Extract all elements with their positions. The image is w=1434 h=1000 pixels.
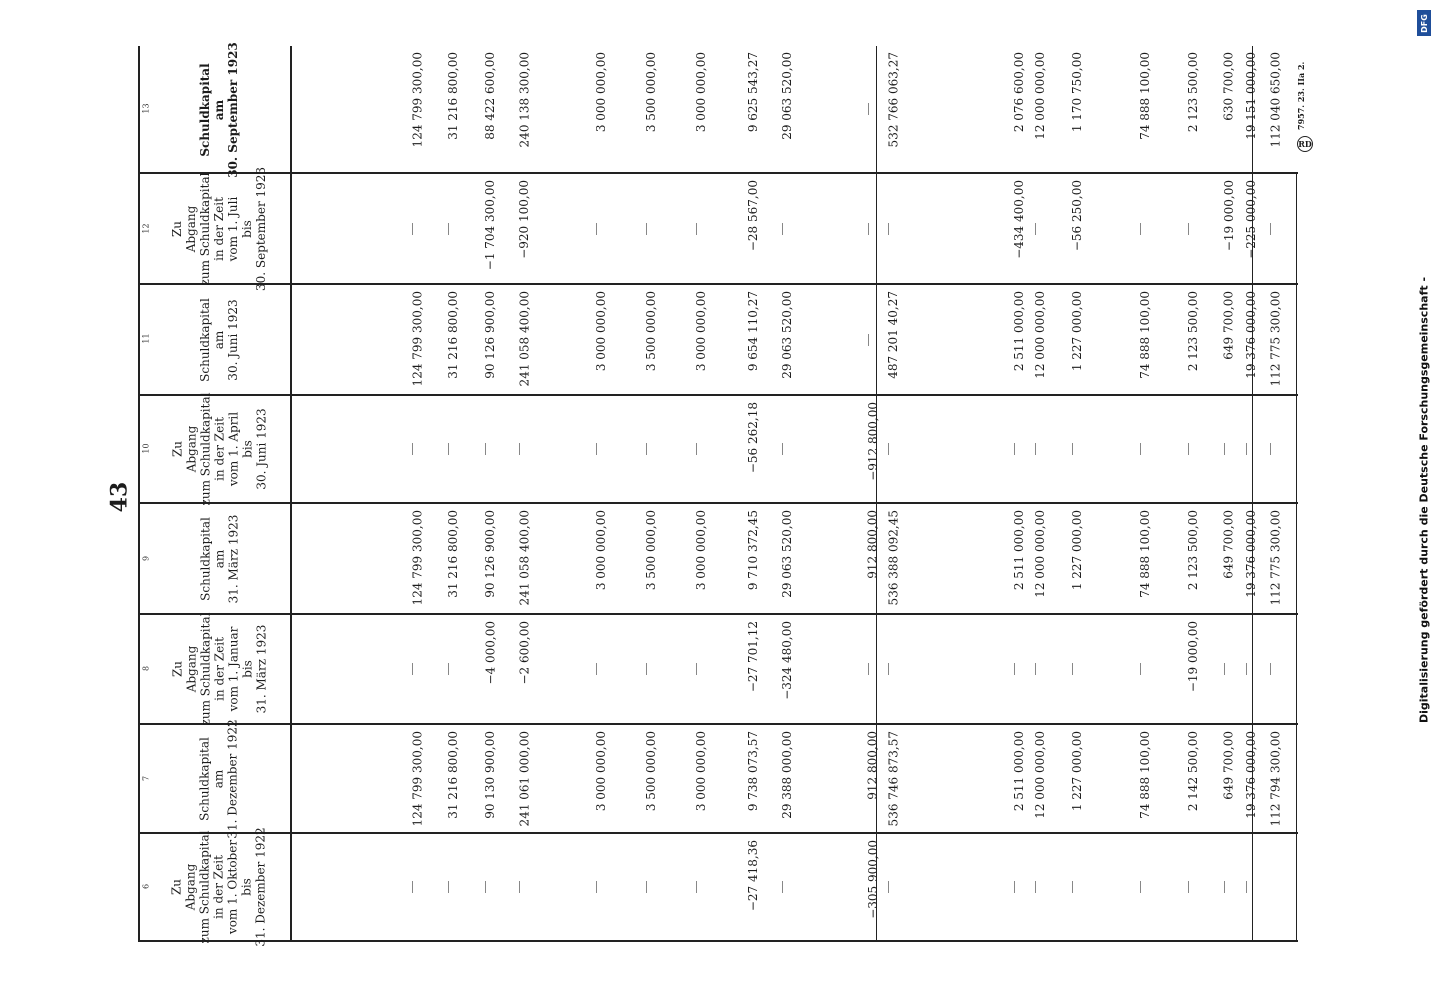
empty-cell-dash: [1140, 443, 1141, 455]
table-cell: [735, 402, 760, 496]
cell-value: 19 376 000,00: [1244, 510, 1258, 598]
empty-cell-dash: [1188, 443, 1189, 455]
cell-value: 3 000 000,00: [694, 510, 708, 591]
table-cell: [1059, 510, 1084, 607]
empty-cell-dash: [1224, 663, 1225, 675]
cell-value: −27 701,12: [746, 621, 760, 693]
cell-value: 241 058 400,00: [517, 510, 531, 606]
empty-cell-dash: [1246, 443, 1247, 455]
empty-cell-dash: [1072, 663, 1073, 675]
cell-value: 74 888 100,00: [1138, 510, 1152, 598]
cell-value: 536 388 092,45: [886, 510, 900, 606]
cell-value: 9 654 110,27: [746, 291, 760, 372]
cell-value: 31 216 800,00: [446, 291, 460, 379]
column-divider: [138, 832, 1298, 834]
cell-value: 536 746 873,57: [886, 731, 900, 827]
table-cell: [399, 731, 424, 827]
table-cell: [633, 52, 658, 166]
header-c10: Zu Abgang zum Schuldkapital in der Zeit vom 1. April bis 30. Juni 1923: [169, 392, 268, 506]
cell-value: 3 000 000,00: [694, 52, 708, 133]
table-cell: [1175, 731, 1200, 826]
table-cell: [1175, 291, 1200, 388]
empty-cell-dash: [1140, 663, 1141, 675]
table-cell: [1233, 180, 1258, 277]
cell-value: 1 227 000,00: [1070, 731, 1084, 812]
header-c13: Schuldkapital am 30. September 1923: [197, 42, 240, 178]
cell-value: −2 600,00: [517, 621, 531, 685]
table-cell: [472, 52, 497, 166]
empty-cell-dash: [696, 881, 697, 893]
table-cell: [769, 731, 794, 826]
cell-value: −56 250,00: [1070, 180, 1084, 252]
empty-cell-dash: [646, 223, 647, 235]
table-cell: [855, 840, 880, 934]
column-number: 9: [141, 555, 151, 562]
cell-value: 112 794 300,00: [1268, 731, 1282, 827]
cell-value: 3 000 000,00: [594, 291, 608, 372]
table-cell: [1257, 52, 1282, 166]
cell-value: 3 500 000,00: [644, 291, 658, 372]
table-cell: [1001, 510, 1026, 607]
table-cell: [472, 180, 497, 277]
table-cell: [1022, 510, 1047, 607]
table-cell: [769, 291, 794, 388]
cell-value: 649 700,00: [1222, 291, 1236, 360]
table-cell: [399, 291, 424, 388]
empty-cell-dash: [646, 881, 647, 893]
table-cell: [1127, 510, 1152, 607]
table-cell: [1059, 291, 1084, 388]
cell-value: 3 500 000,00: [644, 52, 658, 133]
table-cell: [1233, 52, 1258, 166]
table-cell: [683, 731, 708, 826]
cell-value: 29 063 520,00: [780, 52, 794, 140]
table-cell: [583, 731, 608, 826]
table-cell: [1059, 52, 1084, 166]
table-header-rule: [290, 46, 292, 942]
empty-cell-dash: [1035, 663, 1036, 675]
table-cell: [435, 291, 460, 388]
cell-value: −19 000,00: [1222, 180, 1236, 252]
cell-value: −225 000,00: [1244, 180, 1258, 259]
empty-cell-dash: [888, 223, 889, 235]
table-cell: [633, 510, 658, 607]
table-cell: [1059, 180, 1084, 277]
dfg-logo: DFG: [1417, 10, 1431, 36]
empty-cell-dash: [1224, 881, 1225, 893]
empty-cell-dash: [888, 663, 889, 675]
empty-cell-dash: [1072, 443, 1073, 455]
cell-value: 9 738 073,57: [746, 731, 760, 812]
cell-value: −912 800,00: [866, 402, 880, 481]
cell-value: 1 227 000,00: [1070, 291, 1084, 372]
header-c11: Schuldkapital am 30. Juni 1923: [198, 297, 240, 382]
empty-cell-dash: [1246, 881, 1247, 893]
empty-cell-dash: [1072, 881, 1073, 893]
cell-value: 29 063 520,00: [780, 510, 794, 598]
column-divider: [138, 394, 1298, 396]
cell-value: −920 100,00: [517, 180, 531, 259]
cell-value: 19 376 000,00: [1244, 291, 1258, 379]
table-end-rule: [1296, 172, 1297, 942]
table-cell: [683, 291, 708, 388]
table-cell: [1127, 291, 1152, 388]
empty-cell-dash: [868, 103, 869, 115]
table-cell: [769, 52, 794, 166]
column-number: 12: [141, 223, 151, 234]
empty-cell-dash: [485, 443, 486, 455]
empty-cell-dash: [448, 223, 449, 235]
empty-cell-dash: [696, 443, 697, 455]
cell-value: 532 766 063,27: [886, 52, 900, 148]
empty-cell-dash: [1188, 223, 1189, 235]
empty-cell-dash: [782, 223, 783, 235]
table-cell: [1001, 52, 1026, 166]
cell-value: 124 799 300,00: [410, 731, 424, 827]
table-cell: [769, 621, 794, 717]
table-cell: [506, 510, 531, 607]
table-cell: [875, 731, 900, 827]
table-cell: [1211, 180, 1236, 277]
cell-value: 124 799 300,00: [410, 510, 424, 606]
table-cell: [472, 510, 497, 607]
printer-logo: RD: [1297, 136, 1313, 152]
cell-value: 630 700,00: [1222, 52, 1236, 121]
cell-value: 19 151 000,00: [1244, 52, 1258, 140]
empty-cell-dash: [868, 334, 869, 346]
column-number: 7: [141, 775, 151, 782]
empty-cell-dash: [1270, 223, 1271, 235]
cell-value: 3 000 000,00: [594, 510, 608, 591]
column-divider: [138, 502, 1298, 504]
cell-value: 90 126 900,00: [483, 510, 497, 598]
table-cell: [633, 731, 658, 826]
cell-value: 88 422 600,00: [483, 52, 497, 140]
table-cell: [583, 52, 608, 166]
table-cell: [1233, 731, 1258, 826]
table-cell: [875, 510, 900, 607]
table-cell: [506, 621, 531, 717]
table-cell: [875, 52, 900, 166]
column-divider: [138, 613, 1298, 615]
cell-value: 74 888 100,00: [1138, 731, 1152, 819]
cell-value: −19 000,00: [1186, 621, 1200, 693]
empty-cell-dash: [1035, 443, 1036, 455]
column-number: 10: [141, 443, 151, 454]
cell-value: 2 123 500,00: [1186, 291, 1200, 372]
empty-cell-dash: [782, 881, 783, 893]
cell-value: 912 800,00: [866, 510, 880, 579]
cell-value: 3 000 000,00: [594, 52, 608, 133]
cell-value: 241 061 000,00: [517, 731, 531, 827]
cell-value: 124 799 300,00: [410, 291, 424, 387]
table-cell: [1211, 52, 1236, 166]
cell-value: 2 511 000,00: [1012, 510, 1026, 591]
page-number: 43: [106, 481, 133, 513]
table-cell: [1001, 291, 1026, 388]
cell-value: 2 123 500,00: [1186, 510, 1200, 591]
cell-value: 19 376 000,00: [1244, 731, 1258, 819]
table-cell: [472, 291, 497, 388]
empty-cell-dash: [868, 223, 869, 235]
column-divider: [138, 172, 1298, 174]
cell-value: 90 126 900,00: [483, 291, 497, 379]
empty-cell-dash: [412, 663, 413, 675]
empty-cell-dash: [1035, 223, 1036, 235]
empty-cell-dash: [868, 663, 869, 675]
empty-cell-dash: [1270, 663, 1271, 675]
table-cell: [506, 291, 531, 388]
table-cell: [399, 52, 424, 166]
cell-value: 649 700,00: [1222, 731, 1236, 800]
cell-value: 9 625 543,27: [746, 52, 760, 133]
empty-cell-dash: [1140, 223, 1141, 235]
table-cell: [583, 510, 608, 607]
cell-value: 31 216 800,00: [446, 510, 460, 598]
table-cell: [435, 731, 460, 826]
table-cell: [855, 731, 880, 826]
table-cell: [472, 621, 497, 717]
cell-value: 240 138 300,00: [517, 52, 531, 148]
header-c9: Schuldkapital am 31. März 1923: [197, 514, 240, 603]
column-number: 6: [141, 883, 151, 890]
table-bottom-rule: [138, 940, 1298, 942]
cell-value: 74 888 100,00: [1138, 52, 1152, 140]
table-cell: [1127, 52, 1152, 166]
empty-cell-dash: [888, 443, 889, 455]
empty-cell-dash: [696, 663, 697, 675]
header-c12: Zu Abgang zum Schuldkapital in der Zeit vom 1. Juli bis 30. September 1923: [169, 166, 268, 291]
cell-value: 90 130 900,00: [483, 731, 497, 819]
table-cell: [1257, 731, 1282, 827]
cell-value: 649 700,00: [1222, 510, 1236, 579]
empty-cell-dash: [1270, 443, 1271, 455]
cell-value: 487 201 40,27: [886, 291, 900, 379]
header-c8: Zu Abgang zum Schuldkapital in der Zeit vom 1. Januar bis 31. März 1923: [169, 612, 268, 726]
table-cell: [1211, 291, 1236, 388]
empty-cell-dash: [1014, 881, 1015, 893]
table-cell: [875, 291, 900, 388]
empty-cell-dash: [596, 663, 597, 675]
empty-cell-dash: [646, 443, 647, 455]
table-cell: [735, 180, 760, 277]
empty-cell-dash: [412, 443, 413, 455]
cell-value: 3 500 000,00: [644, 731, 658, 812]
cell-value: 12 000 000,00: [1033, 52, 1047, 140]
column-divider: [138, 283, 1298, 285]
empty-cell-dash: [519, 443, 520, 455]
empty-cell-dash: [1035, 881, 1036, 893]
cell-value: −28 567,00: [746, 180, 760, 252]
table-cell: [1211, 510, 1236, 607]
table-cell: [1059, 731, 1084, 826]
table-cell: [435, 52, 460, 166]
column-number: 8: [141, 665, 151, 672]
cell-value: 2 142 500,00: [1186, 731, 1200, 812]
table-cell: [1233, 510, 1258, 607]
table-cell: [683, 510, 708, 607]
cell-value: 112 040 650,00: [1268, 52, 1282, 148]
table-top-rule: [138, 46, 140, 942]
cell-value: 12 000 000,00: [1033, 510, 1047, 598]
empty-cell-dash: [1140, 881, 1141, 893]
column-divider: [138, 723, 1298, 725]
empty-cell-dash: [485, 881, 486, 893]
empty-cell-dash: [782, 443, 783, 455]
table-cell: [735, 840, 760, 934]
table-cell: [1257, 291, 1282, 388]
cell-value: 29 388 000,00: [780, 731, 794, 819]
table-cell: [1001, 731, 1026, 826]
cell-value: 912 800,00: [866, 731, 880, 800]
table-cell: [855, 402, 880, 496]
empty-cell-dash: [596, 443, 597, 455]
table-cell: [506, 731, 531, 827]
cell-value: −434 400,00: [1012, 180, 1026, 259]
empty-cell-dash: [412, 881, 413, 893]
table-cell: [435, 510, 460, 607]
table-cell: [399, 510, 424, 607]
cell-value: 2 076 600,00: [1012, 52, 1026, 133]
table-cell: [1211, 731, 1236, 826]
empty-cell-dash: [448, 881, 449, 893]
table-cell: [506, 52, 531, 166]
empty-cell-dash: [1014, 663, 1015, 675]
table-cell: [1175, 52, 1200, 166]
cell-value: 124 799 300,00: [410, 52, 424, 148]
table-cell: [1001, 180, 1026, 277]
table-cell: [583, 291, 608, 388]
table-cell: [1127, 731, 1152, 826]
empty-cell-dash: [596, 881, 597, 893]
table-cell: [1175, 621, 1200, 717]
column-number: 11: [141, 333, 151, 344]
empty-cell-dash: [888, 881, 889, 893]
empty-cell-dash: [1246, 663, 1247, 675]
cell-value: −56 262,18: [746, 402, 760, 474]
cell-value: 3 000 000,00: [594, 731, 608, 812]
empty-cell-dash: [696, 223, 697, 235]
table-cell: [735, 52, 760, 166]
cell-value: 1 170 750,00: [1070, 52, 1084, 133]
table-cell: [735, 731, 760, 826]
empty-cell-dash: [1014, 443, 1015, 455]
table-cell: [1257, 510, 1282, 607]
table-cell: [683, 52, 708, 166]
cell-value: −27 418,36: [746, 840, 760, 912]
cell-value: −1 704 300,00: [483, 180, 497, 271]
digitization-note: Digitalisierung gefördert durch die Deutsche Forschungsgemeinschaft -: [1417, 276, 1431, 724]
cell-value: 2 511 000,00: [1012, 291, 1026, 372]
empty-cell-dash: [646, 663, 647, 675]
cell-value: 112 775 300,00: [1268, 510, 1282, 606]
cell-value: 74 888 100,00: [1138, 291, 1152, 379]
table-cell: [1022, 52, 1047, 166]
table-cell: [1233, 291, 1258, 388]
table-cell: [506, 180, 531, 277]
print-note: 7957. 23. IIa 2.: [1296, 61, 1306, 130]
cell-value: 12 000 000,00: [1033, 731, 1047, 819]
cell-value: 3 000 000,00: [694, 291, 708, 372]
empty-cell-dash: [519, 881, 520, 893]
cell-value: 3 000 000,00: [694, 731, 708, 812]
table-cell: [1175, 510, 1200, 607]
cell-value: 31 216 800,00: [446, 52, 460, 140]
cell-value: 29 063 520,00: [780, 291, 794, 379]
table-cell: [472, 731, 497, 826]
cell-value: 2 511 000,00: [1012, 731, 1026, 812]
cell-value: 2 123 500,00: [1186, 52, 1200, 133]
table-cell: [1022, 731, 1047, 826]
empty-cell-dash: [596, 223, 597, 235]
table-cell: [735, 291, 760, 388]
cell-value: 12 000 000,00: [1033, 291, 1047, 379]
cell-value: 9 710 372,45: [746, 510, 760, 591]
empty-cell-dash: [1188, 881, 1189, 893]
table-cell: [633, 291, 658, 388]
empty-cell-dash: [412, 223, 413, 235]
cell-value: 3 500 000,00: [644, 510, 658, 591]
cell-value: 31 216 800,00: [446, 731, 460, 819]
table-cell: [1022, 291, 1047, 388]
cell-value: −324 480,00: [780, 621, 794, 700]
column-number: 13: [141, 103, 151, 114]
cell-value: −305 900,00: [866, 840, 880, 919]
cell-value: 241 058 400,00: [517, 291, 531, 387]
header-c7: Schuldkapital am 31. Dezember 1922: [197, 718, 240, 839]
table-cell: [855, 510, 880, 607]
header-c6: Zu Abgang zum Schuldkapital in der Zeit vom 1. Oktober bis 31. Dezember 1922: [169, 827, 268, 947]
cell-value: 112 775 300,00: [1268, 291, 1282, 387]
empty-cell-dash: [1224, 443, 1225, 455]
cell-value: −4 000,00: [483, 621, 497, 685]
table-cell: [735, 621, 760, 717]
table-cell: [769, 510, 794, 607]
table-cell: [735, 510, 760, 607]
cell-value: 1 227 000,00: [1070, 510, 1084, 591]
empty-cell-dash: [448, 663, 449, 675]
empty-cell-dash: [448, 443, 449, 455]
